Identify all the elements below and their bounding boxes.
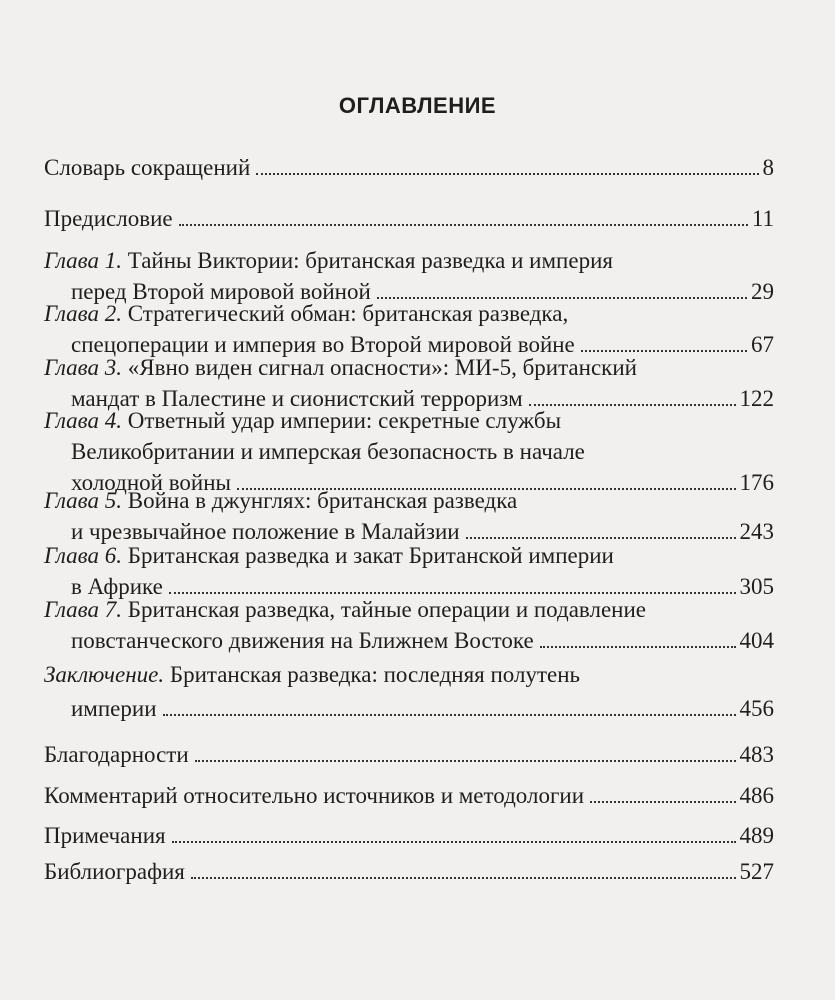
- toc-entry-sources-commentary[interactable]: [44, 780, 774, 811]
- page-number: 176: [739, 470, 774, 495]
- toc-entry-text: Стратегический обман: британская разведка,: [127, 301, 569, 326]
- toc-entry-text: Война в джунглях: британская разведка: [127, 488, 518, 513]
- toc-entry-chapter-5[interactable]: [44, 485, 774, 547]
- page-number: 404: [739, 628, 774, 653]
- toc-entry-text: Комментарий относительно источников и методологии: [44, 783, 585, 808]
- chapter-label: Глава 1.: [44, 248, 122, 273]
- toc-entry-text: спецоперации и империя во Второй мировой войне: [71, 332, 575, 357]
- page-number: 8: [762, 155, 774, 180]
- page-number: 489: [739, 823, 774, 848]
- chapter-label: Заключение.: [44, 662, 165, 687]
- page-number: 486: [739, 783, 774, 808]
- toc-entry-preface[interactable]: [44, 203, 774, 234]
- toc-entry-text: Тайны Виктории: британская разведка и империя: [127, 248, 613, 273]
- page-number: 483: [739, 742, 774, 767]
- page-number: 67: [751, 332, 774, 357]
- toc-entry-text: Британская разведка: последняя полутень: [169, 662, 581, 687]
- toc-entry-text: Британская разведка, тайные операции и подавление: [127, 597, 647, 622]
- chapter-label: Глава 4.: [44, 408, 122, 433]
- page-title: ОГЛАВЛЕНИЕ: [338, 93, 497, 118]
- page-number: 243: [739, 519, 774, 544]
- chapter-label: Глава 6.: [44, 543, 122, 568]
- toc-entry-acknowledgements[interactable]: [44, 739, 774, 770]
- dot-leader: [195, 760, 736, 762]
- dot-leader: [466, 537, 736, 539]
- page-number: 305: [739, 574, 774, 599]
- toc-entry-text: «Явно виден сигнал опасности»: МИ-5, британский: [127, 355, 637, 380]
- page-number: 122: [739, 386, 774, 411]
- toc-entry-chapter-2[interactable]: [44, 298, 774, 360]
- toc-entry-text: империи: [71, 696, 157, 721]
- dot-leader: [540, 646, 736, 648]
- toc-entry-text: мандат в Палестине и сионистский терроризм: [71, 386, 523, 411]
- toc-entry-text: и чрезвычайное положение в Малайзии: [71, 519, 460, 544]
- page-number: 527: [739, 859, 774, 884]
- toc-entry-text: Британская разведка и закат Британской империи: [127, 543, 614, 568]
- chapter-label: Глава 2.: [44, 301, 122, 326]
- page-number: 29: [751, 279, 774, 304]
- toc-entry-abbreviations[interactable]: [44, 152, 774, 183]
- dot-leader: [172, 841, 736, 843]
- toc-entry-text: Примечания: [44, 823, 166, 848]
- page-number: 456: [739, 696, 774, 721]
- chapter-label: Глава 3.: [44, 355, 122, 380]
- page-number: 11: [751, 206, 774, 231]
- chapter-label: Глава 5.: [44, 488, 122, 513]
- toc-entry-chapter-7[interactable]: [44, 594, 774, 656]
- dot-leader: [179, 224, 748, 226]
- toc-entry-conclusion[interactable]: [44, 659, 774, 724]
- toc-entry-text: Словарь сокращений: [44, 155, 251, 180]
- toc-entry-text: Ответный удар империи: секретные службы: [127, 408, 562, 433]
- toc-entry-text: повстанческого движения на Ближнем Востоке: [71, 628, 534, 653]
- chapter-label: Глава 7.: [44, 597, 122, 622]
- toc-entry-text: Библиография: [44, 859, 185, 884]
- toc-entry-text: холодной войны: [71, 470, 231, 495]
- dot-leader: [590, 801, 735, 803]
- toc-entry-text: Великобритании и имперская безопасность в начале: [71, 439, 585, 464]
- dot-leader: [163, 714, 736, 716]
- toc-entry-bibliography[interactable]: [44, 856, 774, 887]
- toc-entry-text: Предисловие: [44, 206, 173, 231]
- dot-leader: [191, 877, 736, 879]
- toc-entry-notes[interactable]: [44, 820, 774, 851]
- toc-entry-text: Благодарности: [44, 742, 189, 767]
- dot-leader: [256, 173, 758, 175]
- toc-entry-text: в Африке: [71, 574, 163, 599]
- toc-entry-text: перед Второй мировой войной: [71, 279, 371, 304]
- toc-entry-chapter-6[interactable]: [44, 540, 774, 602]
